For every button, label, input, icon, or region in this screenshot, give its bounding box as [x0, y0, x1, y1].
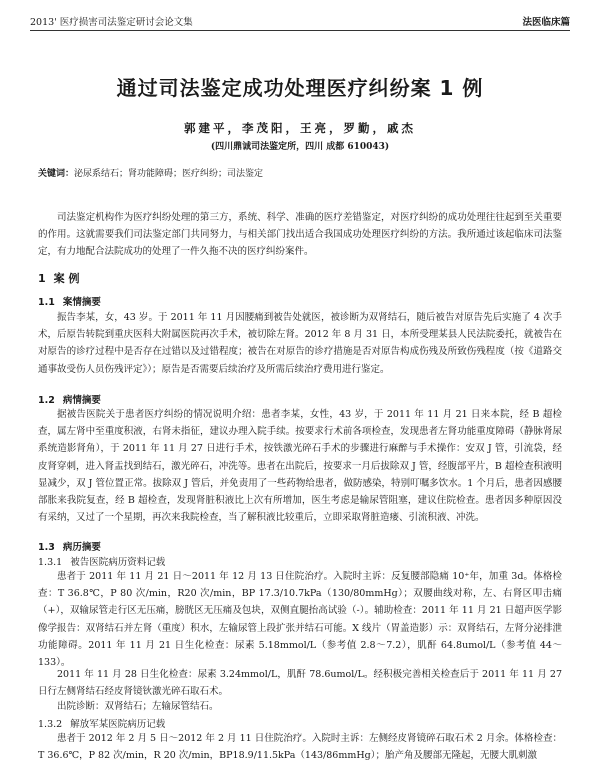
section-heading-case — [38, 270, 80, 286]
discharge-diagnosis-paragraph: 出院诊断：双肾结石；左输尿管结石。 — [57, 701, 219, 712]
defendant-records-paragraph-2: 2011 年 11 月 28 日生化检查：尿素 3.24mmol/L，肌酐 78.6umol/L。经积极完善相关检查后于 2011 年 11 月 27 日行左侧肾结石经皮肾镜钬激光碎石取石术。 — [38, 669, 562, 698]
subsubsection-heading-pla-hospital-records — [38, 716, 165, 730]
subsection-heading-condition-summary — [38, 392, 101, 406]
subsection-title: 病历摘要 — [62, 542, 101, 553]
subsubsection-number: 1.3.2 — [38, 719, 63, 730]
defendant-records-paragraph-1: 患者于 2011 年 11 月 21 日～2011 年 12 月 13 日住院治疗。入院时主诉：反复腰部隐痛 10⁺年，加重 3d。体格检查：T 36.8℃，P 80 次/min，R20 次/min，BP 17.3/10.7kPa（130/80mmHg）；双腰曲线对称，左、右肾区叩击痛（+），双输尿管走行区无压痛，膀胱区无压痛及包块，双侧直腿抬高试验（-）。辅助检查：2011 年 11 月 21 日超声医学影像学报告：双肾结石并左肾（重度）积水，左输尿管上段扩张并结石可能。X 线片（胃盖造影）示：双肾结石，左肾分泌排泄功能障碍。2011 年 11 月 21 日生化检查：尿素 5.18mmol/L（参考值 2.8～7.2），肌酐 64.8umol/L（参考值 44～133）。 — [38, 571, 562, 669]
subsection-number: 1.2 — [38, 395, 55, 406]
subsubsection-title: 解放军某医院病历记载 — [70, 719, 166, 730]
running-header-left: 2013' 医疗损害司法鉴定研讨会论文集 — [30, 17, 193, 28]
subsubsection-title: 被告医院病历资料记载 — [70, 557, 166, 568]
subsubsection-number: 1.3.1 — [38, 557, 63, 568]
case-summary-paragraph: 振告李某，女，43 岁。于 2011 年 11 月因腰痛到被告处就医，被诊断为双肾结石，随后被告对原告先后实施了 4 次手术，后原告转院到重庆医科大附属医院再次手术，被切除左肾。2012 年 8 月 31 日，本所受理某县人民法院委托，就被告在对原告的诊疗过程中是否存在过错以及过错程度；被告在对原告的诊疗措施是否对原告构成伤残及所致伤残程度（按《道路交通事故受伤人员伤残评定》）；原告是否需要后续治疗及所需后续治疗费用进行鉴定。 — [38, 312, 562, 375]
section-title: 案 例 — [53, 272, 80, 285]
keywords-label: 关键词： — [38, 169, 75, 179]
author-list: 郭建平，李茂阳，王亮，罗勤，戚杰 — [184, 121, 416, 135]
subsection-number: 1.3 — [38, 542, 55, 553]
subsection-heading-case-summary — [38, 294, 101, 308]
subsubsection-heading-defendant-records — [38, 554, 165, 568]
running-header — [30, 14, 570, 31]
subsection-number: 1.1 — [38, 297, 55, 308]
intro-paragraph: 司法鉴定机构作为医疗纠纷处理的第三方，系统、科学、准确的医疗差错鉴定，对医疗纠纷的成功处理往往起到至关重要的作用。这就需要我们司法鉴定部门共同努力，与相关部门找出适合我国成功处理医疗纠纷的方法。我所通过该起临床司法鉴定，有力地配合法院成功的处理了一件久拖不决的医疗纠纷案件。 — [38, 212, 562, 258]
section-number: 1 — [38, 272, 46, 285]
subsection-title: 案情摘要 — [62, 297, 101, 308]
subsection-heading-medical-records — [38, 539, 101, 553]
running-header-right: 法医临床篇 — [522, 17, 570, 28]
condition-summary-paragraph: 据被告医院关于患者医疗纠纷的情况说明介绍：患者李某，女性，43 岁，于 2011 年 11 月 21 日来本院，经 B 超检查，属左肾中至重度积液，右肾未指征，建议办理入院手续。按要求行术前各项检查，发现患者左肾功能重度障碍（静脉肾尿系统造影肾角），于 2011 年 11 月 27 日进行手术，按铁激光碎石手术的步骤进行麻醉与手术操作：安双 J 管，引流袋，经皮肾穿刺，进入肾盂找到结石，激光碎石，冲洗等。患者在出院后，按要求一月后拔除双 J 管，经腹部平片，B 超检查积液明显减少，双 J 管位置正常。拔除双 J 管后，并免责用了一些药物给患者，做防感染，特别叮嘱多饮水。1 个月后，患者因感腰部胀来我院复查，经 B 超检查，发现肾脏积液比上次有所增加，医生考虑是输尿管阻塞，建议住院检查。患者因多种原因没有采纳，又过了一个星期，再次来我院检查，当了解积液比较重后，立即采取肾脏造瘘、引流积液、冲洗。 — [38, 409, 562, 524]
affiliation: (四川鼎诚司法鉴定所，四川 成都 610043) — [210, 142, 390, 152]
keywords-text: 泌尿系结石；肾功能障碍；医疗纠纷；司法鉴定 — [74, 169, 264, 179]
subsection-title: 病情摘要 — [62, 395, 101, 406]
keywords — [38, 166, 263, 179]
pla-hospital-records-paragraph: 患者于 2012 年 2 月 5 日～2012 年 2 月 11 日住院治疗。入院时主诉：左侧经皮肾镜碎石取石术 2 月余。体格检查：T 36.6℃，P 82 次/min，R 20 次/min，BP18.9/11.5kPa（143/86mmHg）；胎产角及腰部无隆起，无腰大肌刺激 — [38, 733, 562, 762]
paper-title: 通过司法鉴定成功处理医疗纠纷案 1 例 — [116, 76, 484, 100]
